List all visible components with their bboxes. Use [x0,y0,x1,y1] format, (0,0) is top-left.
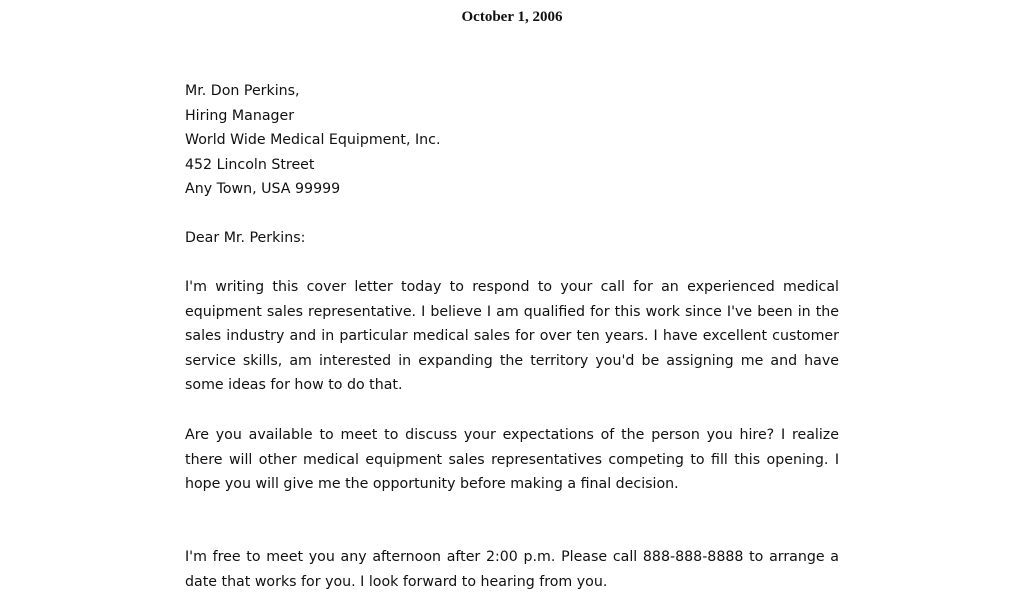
letter-date: October 1, 2006 [461,9,563,25]
paragraph-meeting-request: Are you available to meet to discuss your expectations of the person you hire? I realize there will other medical equipment sales representatives competing to fill this opening. I hope you will give me the opportunity before making a final decision. [185,427,839,492]
paragraph-intro: I'm writing this cover letter today to respond to your call for an experienced medical equipment sales representative. I believe I am qualified for this work since I've been in the sales industry and in particular medical sales for over ten years. I have excellent customer service skills, am interested in expanding the territory you'd be assigning me and have some ideas for how to do that. [185,279,839,393]
salutation: Dear Mr. Perkins: [185,230,306,246]
recipient-company: World Wide Medical Equipment, Inc. [185,132,441,148]
recipient-name: Mr. Don Perkins, [185,83,300,99]
recipient-address [185,79,839,202]
recipient-street: 452 Lincoln Street [185,156,315,173]
paragraph-availability: I'm free to meet you any afternoon after 2:00 p.m. Please call 888-888-8888 to arrange a date that works for you. I look forward to hearing from you. [185,549,839,590]
recipient-city: Any Town, USA 99999 [185,181,341,197]
recipient-title: Hiring Manager [185,107,295,124]
